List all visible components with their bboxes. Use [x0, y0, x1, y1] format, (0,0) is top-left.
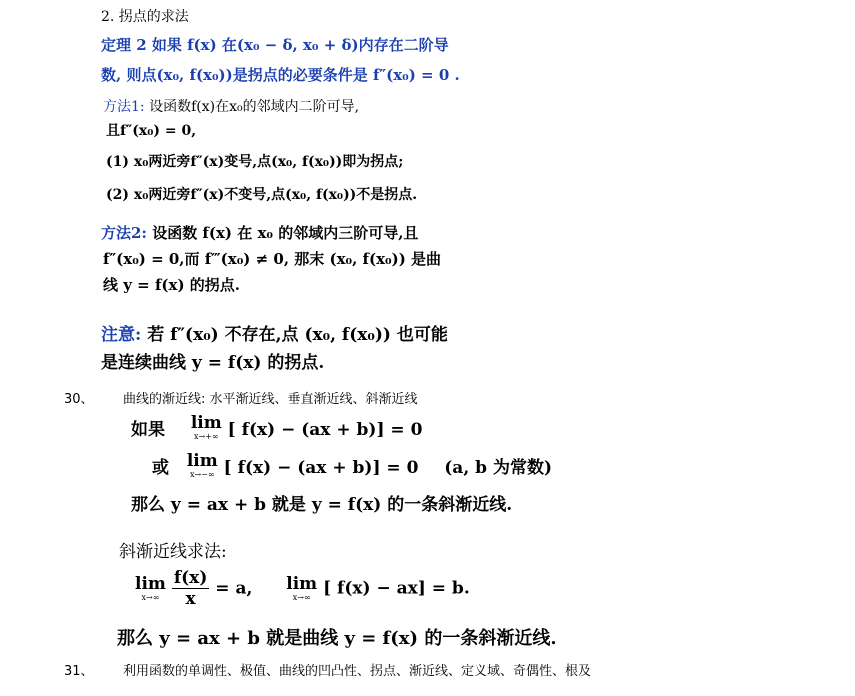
- asymptote-or-line: [152, 453, 552, 479]
- method1-item-1: (1) x₀两近旁f″(x)变号,点(x₀, f(x₀))即为拐点;: [106, 154, 404, 170]
- item31-number: 31、: [64, 664, 94, 679]
- theorem-line-1: 定理 2 如果 f(x) 在(x₀ − δ, x₀ + δ)内存在二阶导: [101, 36, 449, 54]
- asymptote-or-label: 或: [152, 458, 169, 478]
- limit-neg-infinity: lim x→−∞: [186, 451, 218, 479]
- asymptote-if-label: 如果: [131, 420, 165, 440]
- limit-pos-infinity: lim x→+∞: [190, 413, 222, 441]
- method2-line-3: 线 y = f(x) 的拐点.: [103, 276, 240, 294]
- fraction: [172, 568, 210, 609]
- oblique-conclusion: 那么 y = ax + b 就是曲线 y = f(x) 的一条斜渐近线.: [117, 628, 557, 649]
- formula-expr-2: [ f(x) − ax] = b.: [323, 578, 470, 599]
- fraction-numerator: f(x): [173, 568, 208, 588]
- item31-text: 利用函数的单调性、极值、曲线的凹凸性、拐点、渐近线、定义域、奇偶性、根及: [123, 664, 592, 679]
- limit-subscript: x→∞: [292, 592, 311, 602]
- section-heading: 2. 拐点的求法: [101, 9, 189, 25]
- oblique-method-formula: [135, 568, 470, 609]
- method2-line-1: [101, 222, 418, 243]
- limit-infinity-2: lim x→∞: [286, 573, 318, 602]
- asymptote-expr-1: [ f(x) − (ax + b)] = 0: [227, 420, 423, 440]
- note-text: 若 f″(x₀) 不存在,点 (x₀, f(x₀)) 也可能: [141, 325, 448, 345]
- asymptote-expr-2: [ f(x) − (ax + b)] = 0: [223, 458, 419, 478]
- asymptote-const-note: (a, b 为常数): [444, 458, 553, 478]
- limit-infinity: lim x→∞: [135, 573, 166, 602]
- theorem-line-2: 数, 则点(x₀, f(x₀))是拐点的必要条件是 f″(x₀) = 0 .: [101, 66, 460, 84]
- limit-subscript: x→∞: [141, 592, 160, 602]
- oblique-method-title: 斜渐近线求法:: [119, 542, 227, 562]
- method2-text: 设函数 f(x) 在 x₀ 的邻域内三阶可导,且: [146, 224, 419, 242]
- fraction-denominator: x: [185, 589, 196, 609]
- method1-item-2: (2) x₀两近旁f″(x)不变号,点(x₀, f(x₀))不是拐点.: [106, 187, 418, 203]
- limit-subscript: x→+∞: [194, 432, 219, 441]
- method2-label: 方法2:: [101, 224, 147, 242]
- method2-line-2: f″(x₀) = 0,而 f‴(x₀) ≠ 0, 那末 (x₀, f(x₀)) 是曲: [103, 250, 442, 268]
- note-label: 注意:: [101, 325, 142, 345]
- note-line-2: 是连续曲线 y = f(x) 的拐点.: [101, 353, 325, 373]
- item30-text: 曲线的渐近线: 水平渐近线、垂直渐近线、斜渐近线: [123, 392, 418, 407]
- method1-label: 方法1:: [103, 99, 145, 115]
- asymptote-then-line: 那么 y = ax + b 就是 y = f(x) 的一条斜渐近线.: [131, 495, 513, 515]
- method1-line-1: [103, 96, 359, 116]
- item30-number: 30、: [64, 392, 94, 407]
- method1-line-2: 且f″(x₀) = 0,: [106, 123, 197, 139]
- asymptote-if-line: [131, 415, 422, 441]
- limit-subscript: x→−∞: [190, 470, 215, 479]
- method1-text: 设函数f(x)在x₀的邻域内二阶可导,: [144, 99, 360, 115]
- note-line-1: [101, 320, 448, 345]
- formula-eq-1: = a,: [215, 578, 253, 599]
